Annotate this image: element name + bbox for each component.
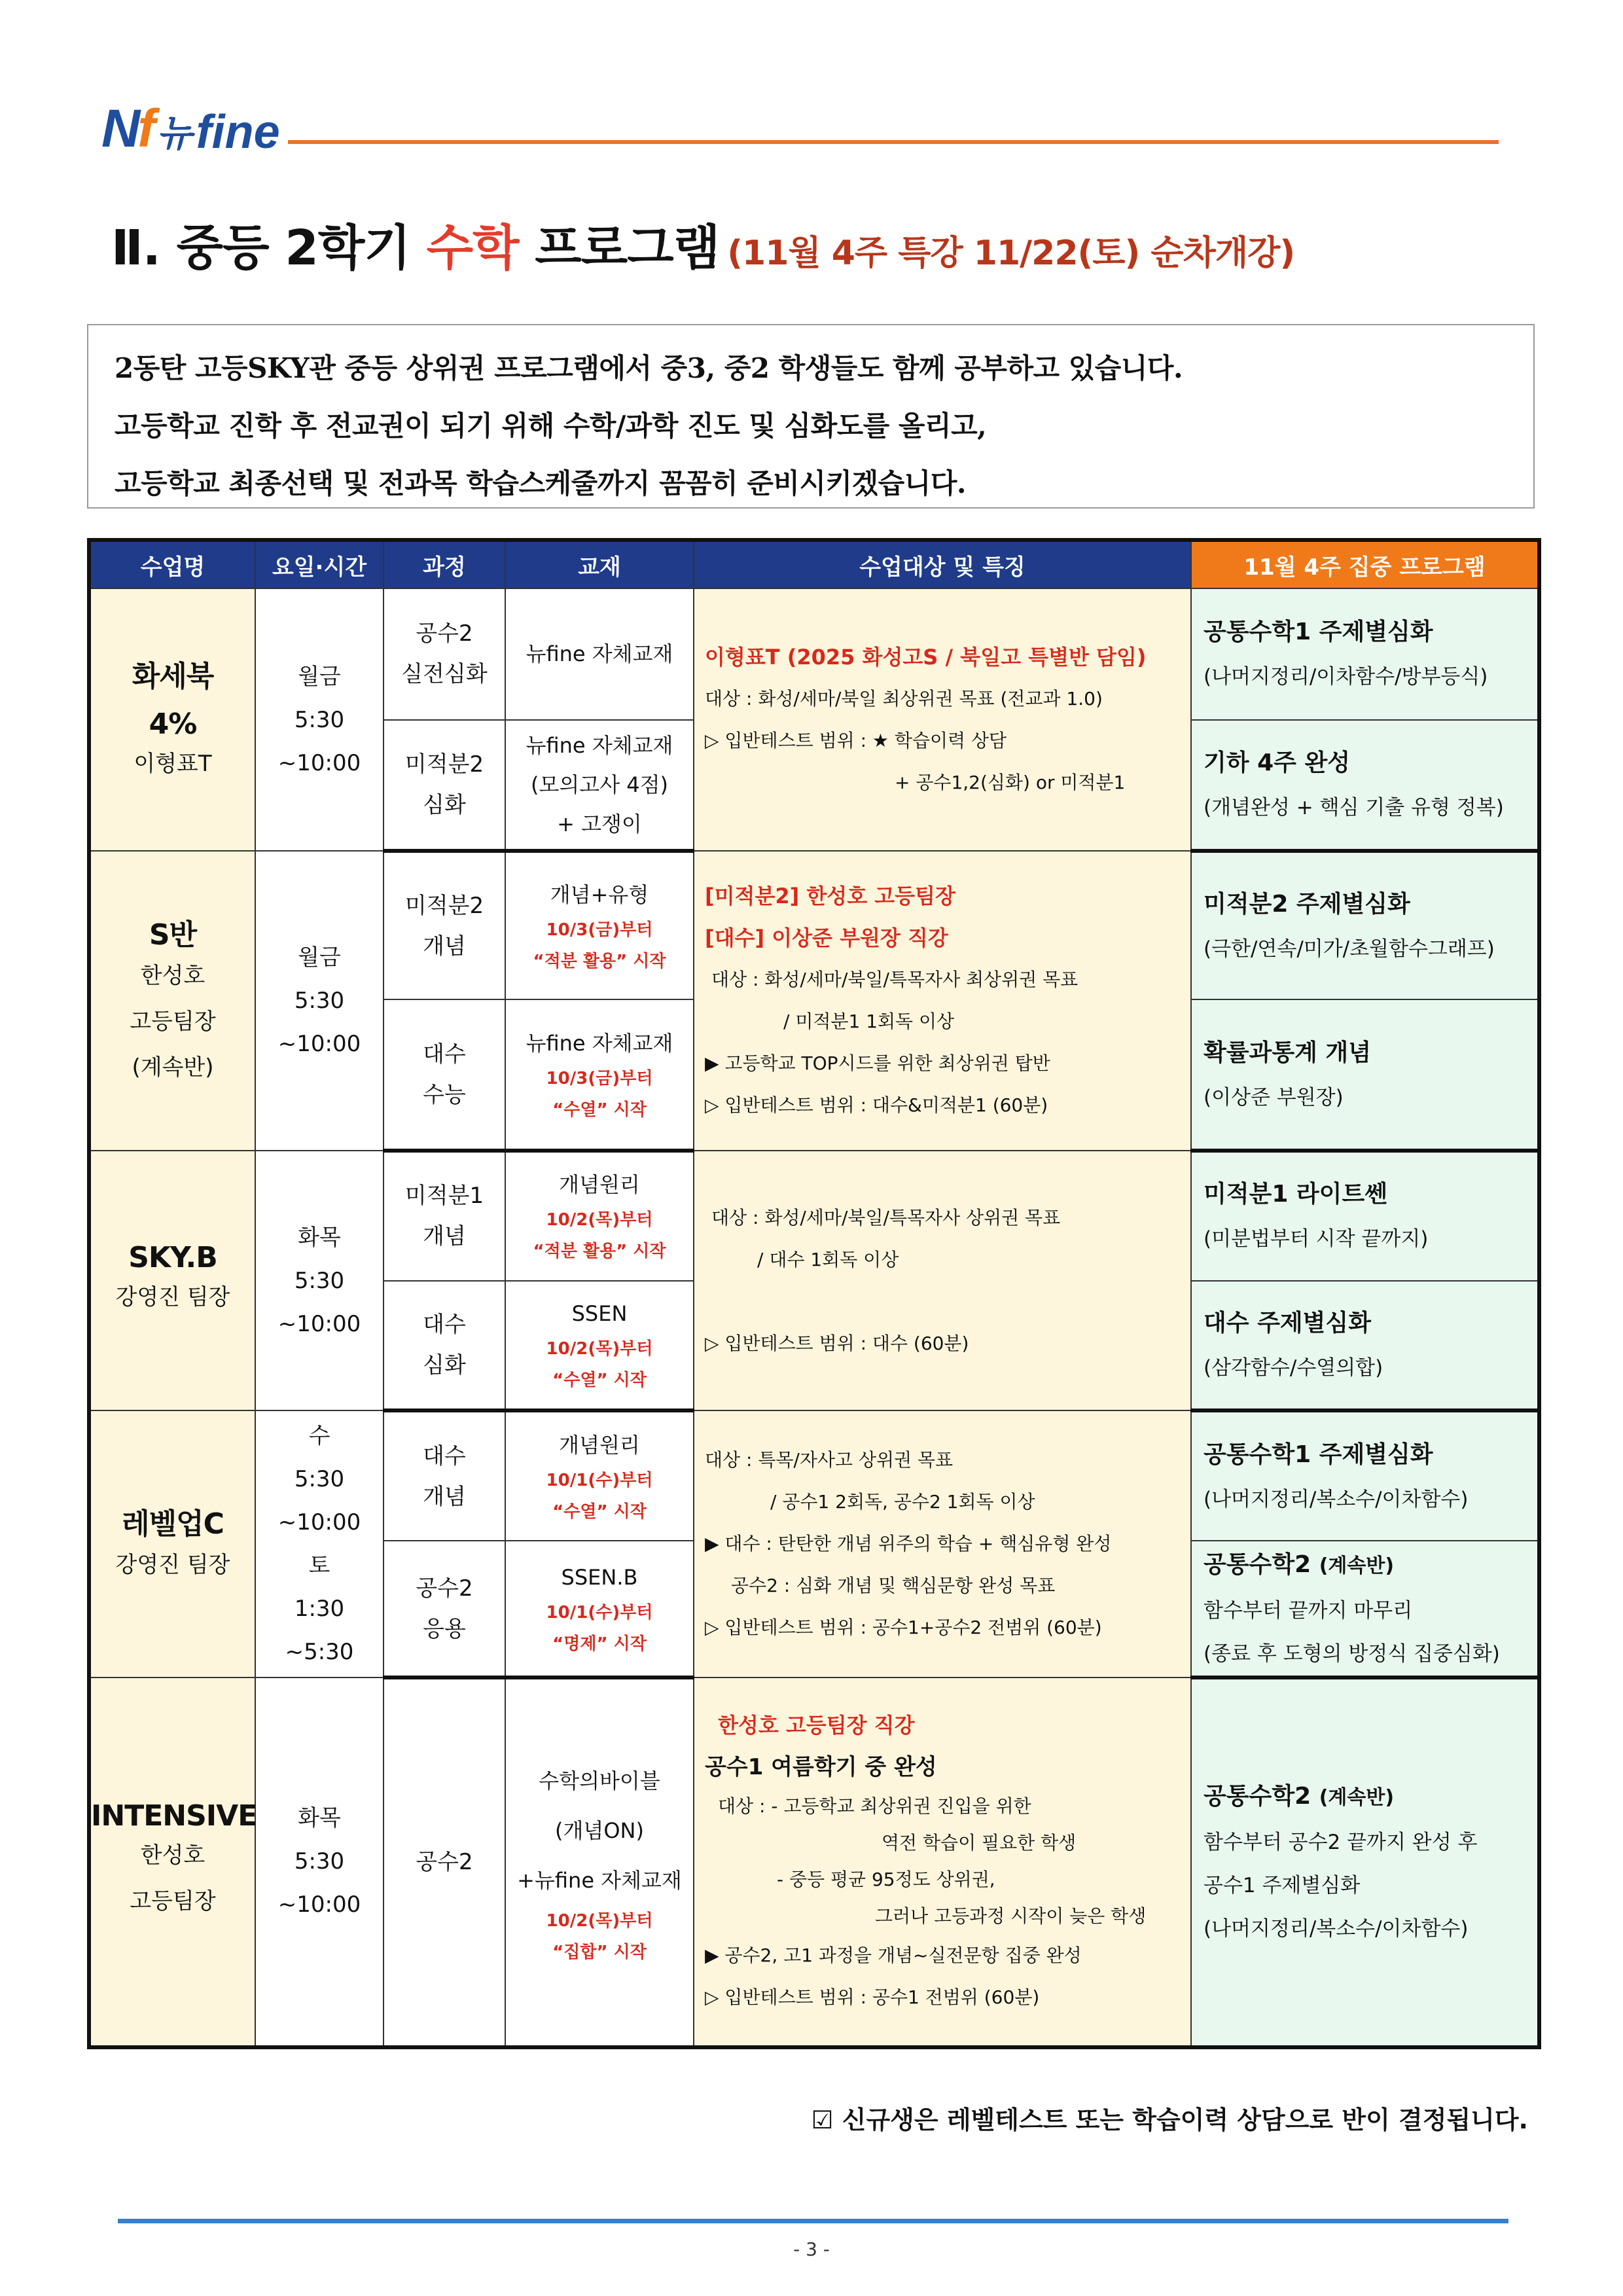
course-text: 공수2 xyxy=(416,620,473,647)
time-end: ~10:00 xyxy=(277,1031,361,1058)
course-text: 미적분2 xyxy=(404,892,484,919)
course-cell xyxy=(383,588,505,720)
header-target: 수업대상 및 특징 xyxy=(694,540,1191,588)
feature-line: - 중등 평균 95정도 상위권, xyxy=(777,1869,995,1891)
book-text: + 고쟁이 xyxy=(557,812,642,837)
title-suffix: 프로그램 xyxy=(518,220,720,276)
course-cell xyxy=(383,1151,505,1281)
book-cell xyxy=(505,1281,694,1411)
class-name: 화세북 xyxy=(132,660,214,694)
class-cell xyxy=(89,851,255,1151)
course-text: 심화 xyxy=(423,792,466,819)
course-text: 심화 xyxy=(423,1352,466,1379)
table-row xyxy=(89,851,1539,999)
logo-nyu: 뉴 xyxy=(156,112,192,155)
course-text: 미적분2 xyxy=(404,751,484,778)
course-text: 개념 xyxy=(423,1223,466,1250)
page-number: - 3 - xyxy=(793,2238,830,2260)
feature-line: / 미적분1 1회독 이상 xyxy=(783,1011,955,1033)
focus-cell xyxy=(1191,1677,1539,2047)
feature-line: ▶ 대수 : 탄탄한 개념 위주의 학습 + 핵심유형 완성 xyxy=(705,1533,1112,1555)
book-text: 뉴fine 자체교재 xyxy=(526,733,673,759)
feature-line: 이형표T (2025 화성고S / 북일고 특별반 담임) xyxy=(705,644,1147,670)
footer-rule xyxy=(118,2219,1508,2223)
book-text: 개념원리 xyxy=(559,1172,640,1198)
table-row xyxy=(89,588,1539,720)
course-cell xyxy=(383,720,505,852)
class-cell xyxy=(89,1677,255,2047)
feature-line: 대상 : 화성/세마/북일/특목자사 상위권 목표 xyxy=(711,1206,1061,1229)
book-start-topic: “명제” 시작 xyxy=(552,1634,647,1654)
class-name: SKY.B xyxy=(128,1241,217,1275)
course-text: 개념 xyxy=(423,933,466,960)
time-start: 5:30 xyxy=(294,1466,345,1493)
day-text: 토 xyxy=(308,1552,330,1579)
course-text: 공수2 xyxy=(416,1849,473,1876)
header-class: 수업명 xyxy=(89,540,255,588)
header-course: 과정 xyxy=(383,540,505,588)
class-name: S반 xyxy=(149,918,197,952)
book-start-date: 10/1(수)부터 xyxy=(546,1470,653,1490)
book-start-date: 10/2(목)부터 xyxy=(546,1911,653,1931)
book-cell xyxy=(505,999,694,1151)
book-cell xyxy=(505,1151,694,1281)
teacher-name: 한성호 xyxy=(140,1842,205,1869)
book-start-date: 10/2(목)부터 xyxy=(546,1339,653,1359)
book-text: (개념ON) xyxy=(555,1818,644,1844)
course-text: 공수2 xyxy=(416,1575,473,1602)
class-name-sub: 4% xyxy=(149,708,197,742)
book-cell xyxy=(505,588,694,720)
course-cell xyxy=(383,851,505,999)
focus-title-note: (계속반) xyxy=(1319,1786,1395,1810)
focus-detail: 함수부터 끝까지 마무리 xyxy=(1204,1598,1413,1623)
course-text: 수능 xyxy=(423,1081,466,1108)
class-cell xyxy=(89,1151,255,1410)
intro-line: 고등학교 진학 후 전교권이 되기 위해 수학/과학 진도 및 심화도를 올리고, xyxy=(115,410,987,442)
title-prefix: Ⅱ. 중등 2학기 xyxy=(111,220,427,276)
course-cell xyxy=(383,1677,505,2047)
course-cell xyxy=(383,999,505,1151)
feature-line: 대상 : 화성/세마/북일 최상위권 목표 (전교과 1.0) xyxy=(705,687,1103,709)
feature-line: ▶ 공수2, 고1 과정을 개념~실전문항 집중 완성 xyxy=(705,1945,1082,1967)
focus-cell xyxy=(1191,1151,1539,1281)
logo-fine: fine xyxy=(196,106,280,158)
time-end: ~10:00 xyxy=(277,1892,361,1918)
time-cell xyxy=(255,1410,383,1677)
book-start-date: 10/2(목)부터 xyxy=(546,1210,653,1230)
feature-line: [미적분2] 한성호 고등팀장 xyxy=(705,884,955,909)
table-row xyxy=(89,1677,1539,2047)
header-time: 요일·시간 xyxy=(255,540,383,588)
teacher-name: 강영진 팀장 xyxy=(115,1284,230,1311)
book-text: 수학의바이블 xyxy=(539,1768,660,1794)
book-cell xyxy=(505,1541,694,1677)
book-start-date: 10/3(금)부터 xyxy=(546,1068,653,1088)
feature-line: ▷ 입반테스트 범위 : 공수1 전범위 (60분) xyxy=(705,1986,1040,2009)
brand-logo xyxy=(101,99,280,158)
table-row xyxy=(89,1410,1539,1541)
book-text: 뉴fine 자체교재 xyxy=(526,1030,673,1056)
book-start-topic: “집합” 시작 xyxy=(552,1943,647,1963)
day-text: 화목 xyxy=(298,1224,341,1251)
feature-line: ▶ 고등학교 TOP시드를 위한 최상위권 탑반 xyxy=(705,1052,1050,1075)
feature-line: 공수1 여름학기 중 완성 xyxy=(705,1754,937,1781)
time-end: ~10:00 xyxy=(277,1310,361,1337)
feature-line: 그러나 고등과정 시작이 늦은 학생 xyxy=(875,1905,1147,1928)
day-text: 화목 xyxy=(298,1805,341,1832)
target-cell xyxy=(694,851,1191,1151)
teacher-title: 고등팀장 xyxy=(130,1009,216,1035)
title-subtitle: (11월 4주 특강 11/22(토) 순차개강) xyxy=(727,234,1295,273)
focus-cell xyxy=(1191,720,1539,852)
time-end: ~10:00 xyxy=(277,749,361,776)
feature-line: / 공수1 2회독, 공수2 1회독 이상 xyxy=(770,1491,1035,1513)
table-header-row xyxy=(89,540,1539,588)
focus-title: 확률과통계 개념 xyxy=(1204,1039,1371,1066)
book-cell xyxy=(505,1410,694,1541)
focus-detail: (이상준 부원장) xyxy=(1204,1085,1344,1109)
feature-line: 대상 : 특목/자사고 상위권 목표 xyxy=(705,1449,954,1471)
course-text: 미적분1 xyxy=(404,1183,484,1210)
book-text: 개념+유형 xyxy=(550,882,649,907)
intro-box xyxy=(87,324,1535,509)
focus-title: 공통수학2 xyxy=(1204,1551,1311,1578)
intro-line: 고등학교 최종선택 및 전과목 학습스케줄까지 꼼꼼히 준비시키겠습니다. xyxy=(115,467,967,499)
target-cell xyxy=(694,1410,1191,1677)
teacher-name: 한성호 xyxy=(140,963,205,990)
feature-line: 한성호 고등팀장 직강 xyxy=(718,1713,915,1738)
focus-detail: 공수1 주제별심화 xyxy=(1204,1874,1361,1898)
focus-cell xyxy=(1191,851,1539,999)
book-start-date: 10/1(수)부터 xyxy=(546,1602,653,1623)
focus-title: 대수 주제별심화 xyxy=(1204,1310,1371,1337)
feature-line: 대상 : - 고등학교 최상위권 진입을 위한 xyxy=(718,1795,1031,1818)
teacher-name: 강영진 팀장 xyxy=(115,1552,230,1579)
book-start-topic: “수열” 시작 xyxy=(552,1501,647,1522)
book-start-topic: “수열” 시작 xyxy=(552,1371,647,1391)
program-table xyxy=(87,538,1541,2049)
focus-detail: (나머지정리/복소수/이차함수) xyxy=(1204,1917,1469,1941)
time-cell xyxy=(255,1151,383,1410)
teacher-title: 고등팀장 xyxy=(130,1888,216,1914)
day-text: 수 xyxy=(308,1423,330,1450)
title-highlight: 수학 xyxy=(426,220,519,276)
feature-line: ▷ 입반테스트 범위 : 공수1+공수2 전범위 (60분) xyxy=(705,1617,1102,1639)
feature-line: 공수2 : 심화 개념 및 핵심문항 완성 목표 xyxy=(731,1575,1056,1597)
intro-line: 2동탄 고등SKY관 중등 상위권 프로그램에서 중3, 중2 학생들도 함께 공부하고 있습니다. xyxy=(115,352,1183,384)
logo-mark: Nf xyxy=(101,99,153,158)
focus-detail: 함수부터 공수2 끝까지 완성 후 xyxy=(1204,1831,1478,1855)
feature-line: [대수] 이상준 부원장 직강 xyxy=(705,925,948,951)
time-end: ~5:30 xyxy=(285,1639,354,1666)
course-cell xyxy=(383,1410,505,1541)
course-text: 응용 xyxy=(423,1615,466,1642)
focus-cell xyxy=(1191,588,1539,720)
target-cell xyxy=(694,1677,1191,2047)
focus-cell xyxy=(1191,999,1539,1151)
feature-line: / 대수 1회독 이상 xyxy=(757,1248,899,1270)
class-name: 레벨업C xyxy=(122,1507,224,1541)
header-rule xyxy=(288,140,1499,144)
book-text: (모의고사 4점) xyxy=(530,772,669,798)
focus-detail: (삼각함수/수열의합) xyxy=(1204,1356,1383,1380)
feature-line: ▷ 입반테스트 범위 : 대수&미적분1 (60분) xyxy=(705,1094,1048,1117)
book-text: +뉴fine 자체교재 xyxy=(517,1868,682,1893)
book-start-topic: “적분 활용” 시작 xyxy=(533,1242,666,1262)
header-focus: 11월 4주 집중 프로그램 xyxy=(1191,540,1539,588)
class-cell xyxy=(89,588,255,851)
feature-line: ▷ 입반테스트 범위 : ★ 학습이력 상담 xyxy=(705,729,1007,751)
focus-title: 공통수학2 xyxy=(1204,1783,1311,1810)
course-text: 대수 xyxy=(423,1443,466,1469)
focus-detail: (극한/연속/미가/초월함수그래프) xyxy=(1204,937,1495,961)
day-text: 월금 xyxy=(298,663,341,690)
course-text: 개념 xyxy=(423,1483,466,1510)
book-cell xyxy=(505,851,694,999)
time-cell xyxy=(255,851,383,1151)
focus-cell xyxy=(1191,1541,1539,1677)
book-text: SSEN xyxy=(571,1301,628,1327)
registration-note: ☑ 신규생은 레벨테스트 또는 학습이력 상담으로 반이 결정됩니다. xyxy=(811,2106,1528,2134)
class-name: INTENSIVE xyxy=(91,1799,257,1833)
time-start: 5:30 xyxy=(294,988,345,1014)
time-start: 5:30 xyxy=(294,1848,345,1875)
class-cell xyxy=(89,1410,255,1677)
focus-title-note: (계속반) xyxy=(1319,1554,1395,1577)
focus-title: 기하 4주 완성 xyxy=(1204,749,1350,777)
focus-detail: (미분법부터 시작 끝까지) xyxy=(1204,1227,1429,1251)
focus-detail: (개념완성 + 핵심 기출 유형 정복) xyxy=(1204,796,1504,820)
book-text: 개념원리 xyxy=(559,1432,640,1458)
focus-detail: (종료 후 도형의 방정식 집중심화) xyxy=(1204,1641,1500,1666)
feature-line: ▷ 입반테스트 범위 : 대수 (60분) xyxy=(705,1332,969,1354)
time-cell xyxy=(255,1677,383,2047)
course-text: 대수 xyxy=(423,1041,466,1067)
book-start-date: 10/3(금)부터 xyxy=(546,920,653,940)
page-title xyxy=(111,209,1294,279)
book-start-topic: “수열” 시작 xyxy=(552,1100,647,1120)
book-text: 뉴fine 자체교재 xyxy=(526,641,673,667)
time-start: 5:30 xyxy=(294,706,345,733)
book-cell xyxy=(505,720,694,852)
time-cell xyxy=(255,588,383,851)
time-start: 1:30 xyxy=(294,1596,345,1623)
target-cell xyxy=(694,588,1191,851)
feature-line: 대상 : 화성/세마/북일/특목자사 최상위권 목표 xyxy=(711,969,1079,991)
day-text: 월금 xyxy=(298,944,341,971)
feature-line: + 공수1,2(심화) or 미적분1 xyxy=(895,771,1126,793)
course-cell xyxy=(383,1541,505,1677)
course-text: 대수 xyxy=(423,1312,466,1338)
header-book: 교재 xyxy=(505,540,694,588)
feature-line: 역전 학습이 필요한 학생 xyxy=(882,1832,1077,1854)
focus-title: 공통수학1 주제별심화 xyxy=(1204,1441,1433,1468)
course-cell xyxy=(383,1281,505,1411)
book-cell xyxy=(505,1677,694,2047)
focus-title: 미적분1 라이트쎈 xyxy=(1204,1181,1388,1208)
book-start-topic: “적분 활용” 시작 xyxy=(533,951,666,971)
focus-detail: (나머지정리/복소수/이차함수) xyxy=(1204,1487,1469,1511)
focus-title: 미적분2 주제별심화 xyxy=(1204,890,1410,918)
teacher-note: (계속반) xyxy=(132,1054,214,1081)
time-end: ~10:00 xyxy=(277,1509,361,1536)
target-cell xyxy=(694,1151,1191,1410)
teacher-name: 이형표T xyxy=(134,751,212,778)
book-text: SSEN.B xyxy=(561,1564,638,1590)
table-row xyxy=(89,1151,1539,1281)
time-start: 5:30 xyxy=(294,1267,345,1294)
focus-cell xyxy=(1191,1410,1539,1541)
focus-title: 공통수학1 주제별심화 xyxy=(1204,619,1433,646)
focus-cell xyxy=(1191,1281,1539,1411)
focus-detail: (나머지정리/이차함수/방부등식) xyxy=(1204,665,1488,689)
course-text: 실전심화 xyxy=(401,661,488,688)
